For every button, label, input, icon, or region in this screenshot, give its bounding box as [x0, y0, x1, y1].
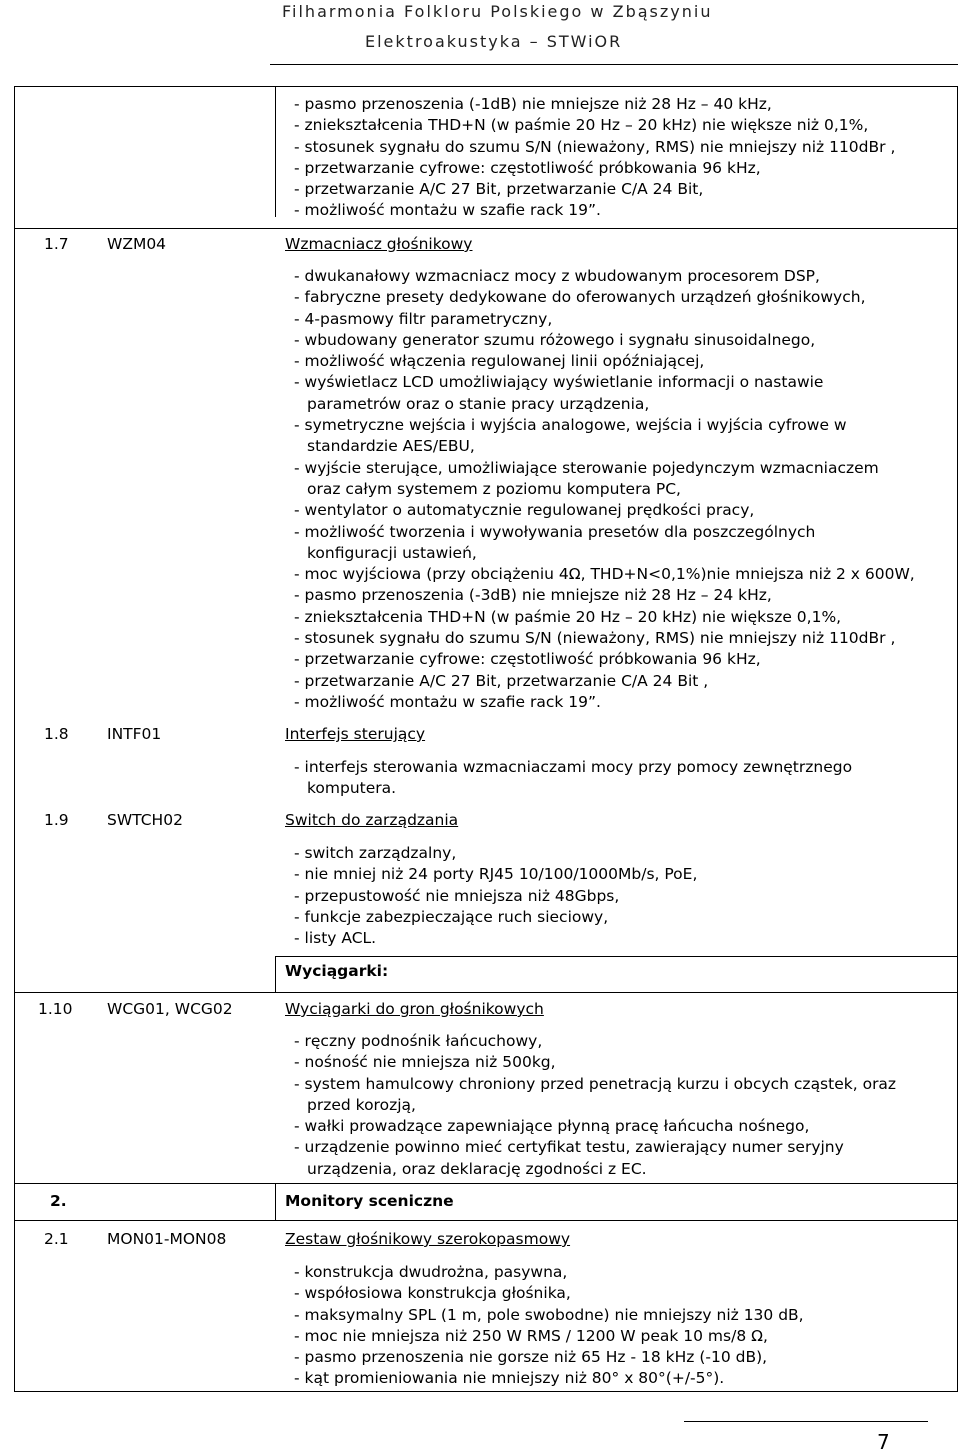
- list-item: - funkcje zabezpieczające ruch sieciowy,: [294, 907, 609, 926]
- section-title: Wzmacniacz głośnikowy: [285, 235, 473, 253]
- list-item: - nośność nie mniejsza niż 500kg,: [294, 1053, 556, 1072]
- list-item-continuation: przed korozją,: [307, 1095, 416, 1114]
- list-item: - switch zarządzalny,: [294, 844, 457, 862]
- list-item: - pasmo przenoszenia nie gorsze niż 65 Hz - 18 kHz (-10 dB),: [294, 1348, 768, 1367]
- list-item: - wałki prowadzące zapewniające płynną pracę łańcucha nośnego,: [294, 1117, 810, 1136]
- chapter-number: 2.: [50, 1192, 67, 1210]
- list-item: - przetwarzanie A/C 27 Bit, przetwarzanie C/A 24 Bit ,: [294, 671, 709, 690]
- section-number: 1.7: [44, 235, 69, 253]
- list-item: - możliwość włączenia regulowanej linii opóźniającej,: [294, 352, 705, 371]
- footer-rule: [684, 1421, 928, 1422]
- list-item: - przepustowość nie mniejsza niż 48Gbps,: [294, 886, 620, 905]
- list-item: - interfejs sterowania wzmacniaczami mocy przy pomocy zewnętrznego: [294, 758, 853, 776]
- section-title: Interfejs sterujący: [285, 725, 426, 743]
- list-item: - przetwarzanie cyfrowe: częstotliwość próbkowania 96 kHz,: [294, 650, 761, 669]
- list-item: - urządzenie powinno mieć certyfikat testu, zawierający numer seryjny: [294, 1138, 844, 1157]
- list-item-continuation: konfiguracji ustawień,: [307, 543, 477, 562]
- list-item: - zniekształcenia THD+N (w paśmie 20 Hz – 20 kHz) nie większe niż 0,1%,: [294, 116, 869, 135]
- page-header: [0, 0, 960, 70]
- list-item: - moc wyjściowa (przy obciążeniu 4Ω, THD+N<0,1%)nie mniejsza niż 2 x 600W,: [294, 565, 915, 584]
- section-code: MON01-MON08: [107, 1230, 227, 1248]
- list-item: - kąt promieniowania nie mniejszy niż 80° x 80°(+/-5°).: [294, 1369, 725, 1388]
- list-item: - symetryczne wejścia i wyjścia analogowe, wejścia i wyjścia cyfrowe w: [294, 416, 847, 435]
- list-item: - zniekształcenia THD+N (w paśmie 20 Hz – 20 kHz) nie większe 0,1%,: [294, 607, 842, 626]
- section-title: Switch do zarządzania: [285, 811, 459, 829]
- section-number: 1.10: [38, 1000, 73, 1018]
- section-code: WZM04: [107, 235, 167, 253]
- list-item: - pasmo przenoszenia (-3dB) nie mniejsze niż 28 Hz – 24 kHz,: [294, 586, 772, 605]
- amplifier-spec-list: [294, 266, 915, 713]
- table-row-divider: [14, 1183, 958, 1184]
- list-item: - przetwarzanie A/C 27 Bit, przetwarzanie C/A 24 Bit,: [294, 180, 704, 199]
- section-code: SWTCH02: [107, 811, 183, 829]
- list-item: - możliwość tworzenia i wywoływania presetów dla poszczególnych: [294, 522, 816, 541]
- heading-rule: [275, 956, 958, 957]
- heading-column-divider: [275, 1183, 276, 1220]
- list-item: - ręczny podnośnik łańcuchowy,: [294, 1032, 543, 1050]
- list-item: - dwukanałowy wzmacniacz mocy z wbudowanym procesorem DSP,: [294, 267, 820, 285]
- list-item: - konstrukcja dwudrożna, pasywna,: [294, 1263, 568, 1281]
- list-item-continuation: komputera.: [307, 779, 397, 798]
- list-item: - fabryczne presety dedykowane do oferowanych urządzeń głośnikowych,: [294, 288, 866, 307]
- header-institution: Filharmonia Folkloru Polskiego w Zbąszyniu: [282, 2, 713, 21]
- section-code: WCG01, WCG02: [107, 1000, 233, 1018]
- list-item: - wyjście sterujące, umożliwiające sterowanie pojedynczym wzmacniaczem: [294, 458, 879, 477]
- table-row-divider: [14, 1220, 958, 1221]
- header-rule: [270, 64, 958, 65]
- list-item: - moc nie mniejsza niż 250 W RMS / 1200 W peak 10 ms/8 Ω,: [294, 1326, 768, 1345]
- list-item: - system hamulcowy chroniony przed penetracją kurzu i obcych cząstek, oraz: [294, 1074, 897, 1093]
- list-item: - współosiowa konstrukcja głośnika,: [294, 1284, 571, 1303]
- list-item: - możliwość montażu w szafie rack 19”.: [294, 692, 601, 711]
- list-item: - wyświetlacz LCD umożliwiający wyświetlanie informacji o nastawie: [294, 373, 824, 392]
- top-spec-list: [294, 94, 895, 222]
- section-number: 2.1: [44, 1230, 69, 1248]
- list-item: - przetwarzanie cyfrowe: częstotliwość próbkowania 96 kHz,: [294, 158, 761, 177]
- list-item: - stosunek sygnału do szumu S/N (nieważony, RMS) nie mniejszy niż 110dBr ,: [294, 137, 896, 156]
- list-item-continuation: urządzenia, oraz deklarację zgodności z EC.: [307, 1159, 647, 1178]
- group-heading: Wyciągarki:: [285, 962, 389, 980]
- section-number: 1.8: [44, 725, 69, 743]
- list-item: - stosunek sygnału do szumu S/N (nieważony, RMS) nie mniejszy niż 110dBr ,: [294, 629, 896, 648]
- list-item: - możliwość montażu w szafie rack 19”.: [294, 201, 601, 220]
- list-item: - nie mniej niż 24 porty RJ45 10/100/1000Mb/s, PoE,: [294, 865, 698, 884]
- list-item: - wbudowany generator szumu różowego i sygnału sinusoidalnego,: [294, 330, 816, 349]
- list-item: - listy ACL.: [294, 929, 377, 948]
- chapter-title: Monitory sceniczne: [285, 1192, 454, 1210]
- list-item: - maksymalny SPL (1 m, pole swobodne) nie mniejszy niż 130 dB,: [294, 1305, 804, 1324]
- table-column-divider: [275, 86, 276, 217]
- monitor-spec-list: [294, 1262, 804, 1390]
- heading-column-divider: [275, 956, 276, 993]
- list-item: - 4-pasmowy filtr parametryczny,: [294, 309, 553, 328]
- hoist-spec-list: [294, 1031, 896, 1180]
- section-title: Wyciągarki do gron głośnikowych: [285, 1000, 544, 1018]
- section-number: 1.9: [44, 811, 69, 829]
- page-number: 7: [877, 1430, 890, 1454]
- list-item-continuation: oraz całym systemem z poziomu komputera PC,: [307, 479, 681, 498]
- list-item: - pasmo przenoszenia (-1dB) nie mniejsze niż 28 Hz – 40 kHz,: [294, 95, 772, 113]
- list-item: - wentylator o automatycznie regulowanej prędkości pracy,: [294, 501, 755, 520]
- interface-spec-list: [294, 757, 852, 800]
- list-item-continuation: parametrów oraz o stanie pracy urządzenia,: [307, 394, 650, 413]
- section-title: Zestaw głośnikowy szerokopasmowy: [285, 1230, 571, 1248]
- table-row-divider: [14, 228, 958, 229]
- list-item-continuation: standardzie AES/EBU,: [307, 437, 475, 456]
- switch-spec-list: [294, 843, 697, 949]
- section-code: INTF01: [107, 725, 162, 743]
- table-row-divider: [14, 992, 958, 993]
- header-section: Elektroakustyka – STWiOR: [365, 32, 623, 51]
